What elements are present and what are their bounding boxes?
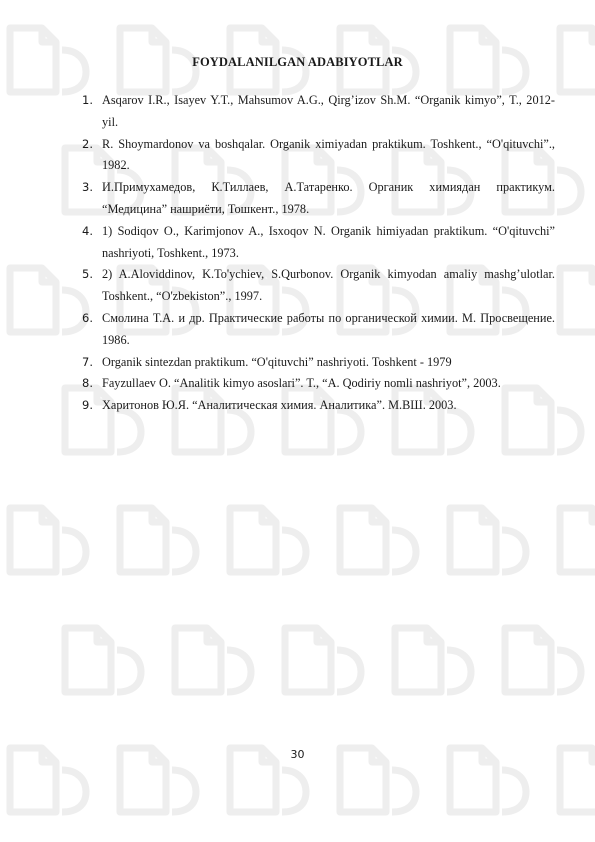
reference-item: [82, 308, 555, 352]
doc-logo-icon: [285, 628, 361, 692]
doc-logo-icon: [10, 508, 86, 572]
doc-logo-icon: [175, 628, 251, 692]
reference-number: 5.: [82, 267, 93, 282]
reference-text: Смолина Т.А. и др. Практические работы по органической химии. М. Просвещение. 1986.: [102, 310, 555, 347]
reference-item: [82, 373, 555, 395]
reference-number: 3.: [82, 180, 93, 195]
reference-number: 8.: [82, 376, 93, 391]
reference-number: 7.: [82, 354, 93, 369]
reference-item: [82, 90, 555, 134]
doc-logo-icon: [505, 628, 581, 692]
doc-logo-icon: [65, 628, 141, 692]
reference-item: [82, 134, 555, 178]
reference-text: Organik sintezdan praktikum. “O'qituvchi” nashriyoti. Toshkent - 1979: [102, 354, 452, 369]
reference-number: 4.: [82, 223, 93, 238]
reference-item: [82, 395, 555, 417]
reference-text: 1) Sodiqov O., Karimjonov A., Isxoqov N. Organik himiyadan praktikum. “O'qituvchi” nashriyoti, Toshkent., 1973.: [102, 223, 555, 260]
reference-text: И.Примухамедов, К.Тиллаев, А.Татаренко. Органик химиядан практикум. “Медицина” нашриёти, Тошкент., 1978.: [102, 180, 555, 216]
doc-logo-icon: [560, 508, 595, 572]
reference-item: [82, 352, 555, 374]
reference-text: 2) A.Aloviddinov, K.To'ychiev, S.Qurbonov. Organik kimyodan amaliy mashg’ulotlar. Toshkent., “O'zbekiston”., 1997.: [102, 267, 555, 304]
doc-logo-icon: [450, 508, 526, 572]
reference-text: Asqarov I.R., Isayev Y.T., Mahsumov A.G., Qirg’izov Sh.M. “Organik kimyo”, T., 2012-yil.: [102, 93, 555, 129]
reference-number: 2.: [82, 136, 93, 151]
reference-text: R. Shoymardonov va boshqalar. Organik ximiyadan praktikum. Toshkent., “O'qituvchi”., 1982.: [102, 136, 555, 173]
reference-number: 6.: [82, 310, 93, 325]
doc-logo-icon: [230, 508, 306, 572]
reference-list: [82, 90, 555, 417]
reference-item: [82, 221, 555, 265]
reference-text: Харитонов Ю.Я. “Аналитическая химия. Аналитика”. М.ВШ. 2003.: [102, 398, 457, 413]
doc-logo-icon: [560, 268, 595, 332]
doc-logo-icon: [340, 508, 416, 572]
reference-item: [82, 177, 555, 221]
reference-text: Fayzullaev O. “Analitik kimyo asoslari”. T., “A. Qodiriy nomli nashriyot”, 2003.: [102, 376, 501, 391]
reference-number: 9.: [82, 398, 93, 413]
doc-logo-icon: [120, 508, 196, 572]
page-number: 30: [290, 748, 305, 761]
page-title: FOYDALANILGAN ADABIYOTLAR: [192, 55, 403, 69]
reference-number: 1.: [82, 93, 93, 107]
reference-item: [82, 264, 555, 308]
doc-logo-icon: [395, 628, 471, 692]
doc-logo-icon: [10, 268, 86, 332]
